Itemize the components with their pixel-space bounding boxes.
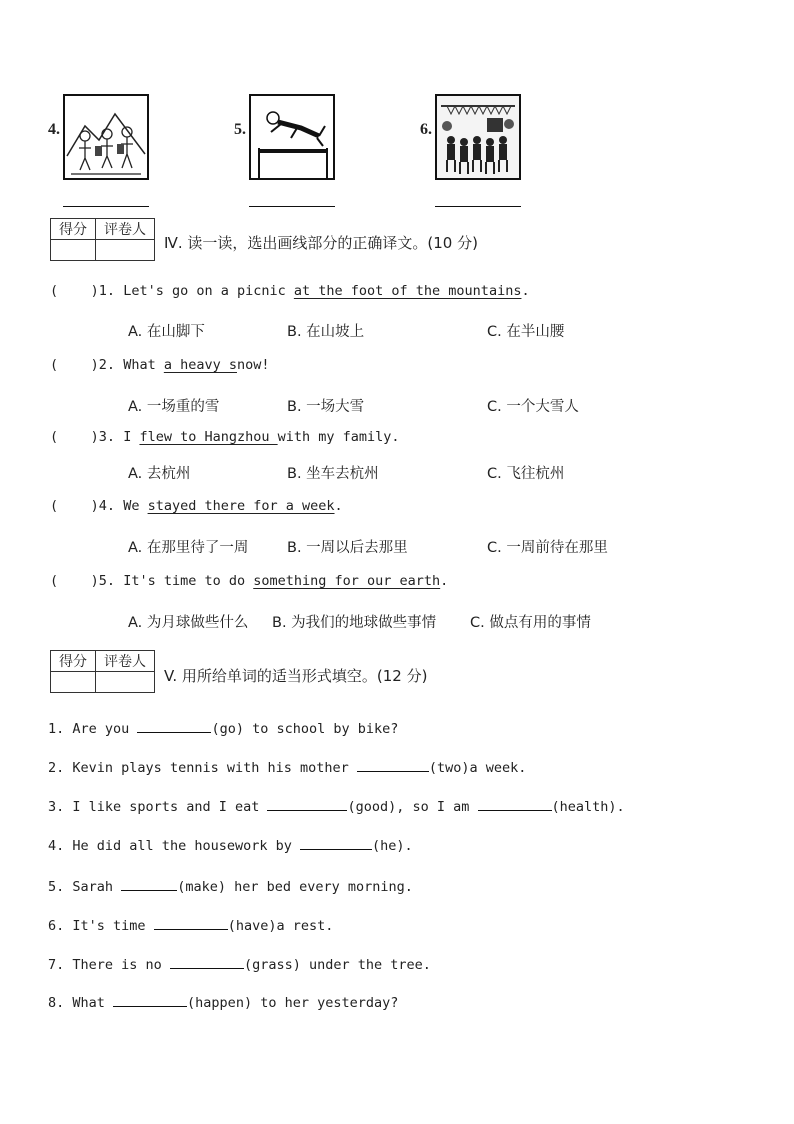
option-b[interactable]: B. 坐车去杭州 [287,466,379,482]
item-number: 8. [48,995,65,1011]
item-number: 3. [48,799,65,815]
answer-paren[interactable]: ( ) [50,357,99,373]
answer-paren[interactable]: ( ) [50,498,99,514]
option-a[interactable]: A. 去杭州 [128,466,191,482]
question-number: 3. [98,429,116,445]
item-number: 4. [48,838,65,854]
blank-field[interactable] [357,759,429,772]
item-text: There is no [72,957,170,973]
blank-field[interactable] [137,720,211,733]
item-text: What [72,995,114,1011]
item-text: Kevin plays tennis with his mother [72,760,357,776]
picture-number-6: 6. [420,121,432,138]
fill-item-4 [48,837,413,854]
question-text-end: . [440,573,449,589]
option-b[interactable]: B. 为我们的地球做些事情 [272,615,437,631]
option-a[interactable]: A. 一场重的雪 [128,399,220,415]
question-3 [50,429,400,445]
grader-label: 评卷人 [96,651,155,672]
blank-field[interactable] [170,956,244,969]
fill-item-3 [48,798,625,815]
option-b[interactable]: B. 一周以后去那里 [287,540,408,556]
item-number: 1. [48,721,65,737]
answer-line-4[interactable] [63,206,149,207]
question-number: 5. [98,573,116,589]
fill-item-1 [48,720,398,737]
answer-line-5[interactable] [249,206,335,207]
blank-field[interactable] [121,878,177,891]
item-number: 6. [48,918,65,934]
underlined-phrase: flew to Hangzhou [139,429,278,445]
question-text-end: . [334,498,343,514]
underlined-phrase: at the foot of the mountains [293,283,522,299]
score-label: 得分 [51,651,96,672]
grader-label: 评卷人 [96,219,155,240]
question-text: What [123,357,164,373]
option-a[interactable]: A. 为月球做些什么 [128,615,249,631]
option-c[interactable]: C. 一个大雪人 [487,399,579,415]
blank-field[interactable] [267,798,347,811]
fill-item-6 [48,917,333,934]
question-text: Let's go on a picnic [123,283,294,299]
question-text-end: with my family. [277,429,400,445]
item-text-end: (two)a week. [428,760,527,776]
question-2 [50,357,270,373]
blank-field[interactable] [113,994,187,1007]
item-text-end: (make) her bed every morning. [177,879,413,895]
item-text: I like sports and I eat [72,799,268,815]
question-4 [50,498,343,514]
question-number: 4. [98,498,116,514]
score-cell[interactable] [51,672,96,693]
grader-cell[interactable] [96,240,155,261]
question-text-end: now! [236,357,270,373]
question-1 [50,283,530,299]
picture-number-4: 4. [48,121,60,138]
blank-field[interactable] [478,798,552,811]
answer-paren[interactable]: ( ) [50,429,99,445]
option-c[interactable]: C. 在半山腰 [487,324,565,340]
score-label: 得分 [51,219,96,240]
option-c[interactable]: C. 一周前待在那里 [487,540,608,556]
underlined-phrase: a heavy s [163,357,237,373]
item-text-end: (grass) under the tree. [243,957,431,973]
question-5 [50,573,448,589]
item-text-end: (he). [371,838,413,854]
option-a[interactable]: A. 在那里待了一周 [128,540,249,556]
question-number: 2. [98,357,116,373]
score-box-section4 [50,218,155,261]
answer-line-6[interactable] [435,206,521,207]
fill-item-2 [48,759,526,776]
item-text: Sarah [72,879,122,895]
high-jump-icon [249,94,335,180]
item-text-end: (happen) to her yesterday? [187,995,399,1011]
item-text: It's time [72,918,154,934]
fill-item-7 [48,956,431,973]
section5-title: V. 用所给单词的适当形式填空。(12 分) [164,667,428,685]
option-b[interactable]: B. 在山坡上 [287,324,365,340]
question-text-end: . [521,283,530,299]
item-text-mid: (good), so I am [347,799,478,815]
fill-item-8 [48,994,398,1011]
underlined-phrase: stayed there for a week [147,498,335,514]
item-text: Are you [72,721,138,737]
question-text: We [123,498,148,514]
item-number: 7. [48,957,65,973]
option-c[interactable]: C. 做点有用的事情 [470,615,591,631]
option-c[interactable]: C. 飞往杭州 [487,466,565,482]
score-cell[interactable] [51,240,96,261]
option-a[interactable]: A. 在山脚下 [128,324,205,340]
picture-number-5: 5. [234,121,246,138]
answer-paren[interactable]: ( ) [50,573,99,589]
question-number: 1. [98,283,116,299]
option-b[interactable]: B. 一场大雪 [287,399,365,415]
blank-field[interactable] [154,917,228,930]
party-children-icon [435,94,521,180]
item-text-end: (have)a rest. [227,918,334,934]
item-text-end: (health). [551,799,625,815]
item-text-end: (go) to school by bike? [211,721,399,737]
answer-paren[interactable]: ( ) [50,283,99,299]
grader-cell[interactable] [96,672,155,693]
section4-title: Ⅳ. 读一读，选出画线部分的正确译文。(10 分) [164,234,478,252]
fill-item-5 [48,878,413,895]
item-text: He did all the housework by [72,838,300,854]
item-number: 5. [48,879,65,895]
underlined-phrase: something for our earth [253,573,441,589]
question-text: It's time to do [123,573,254,589]
blank-field[interactable] [300,837,372,850]
score-box-section5 [50,650,155,693]
item-number: 2. [48,760,65,776]
mountain-climbing-icon [63,94,149,180]
question-text: I [123,429,140,445]
